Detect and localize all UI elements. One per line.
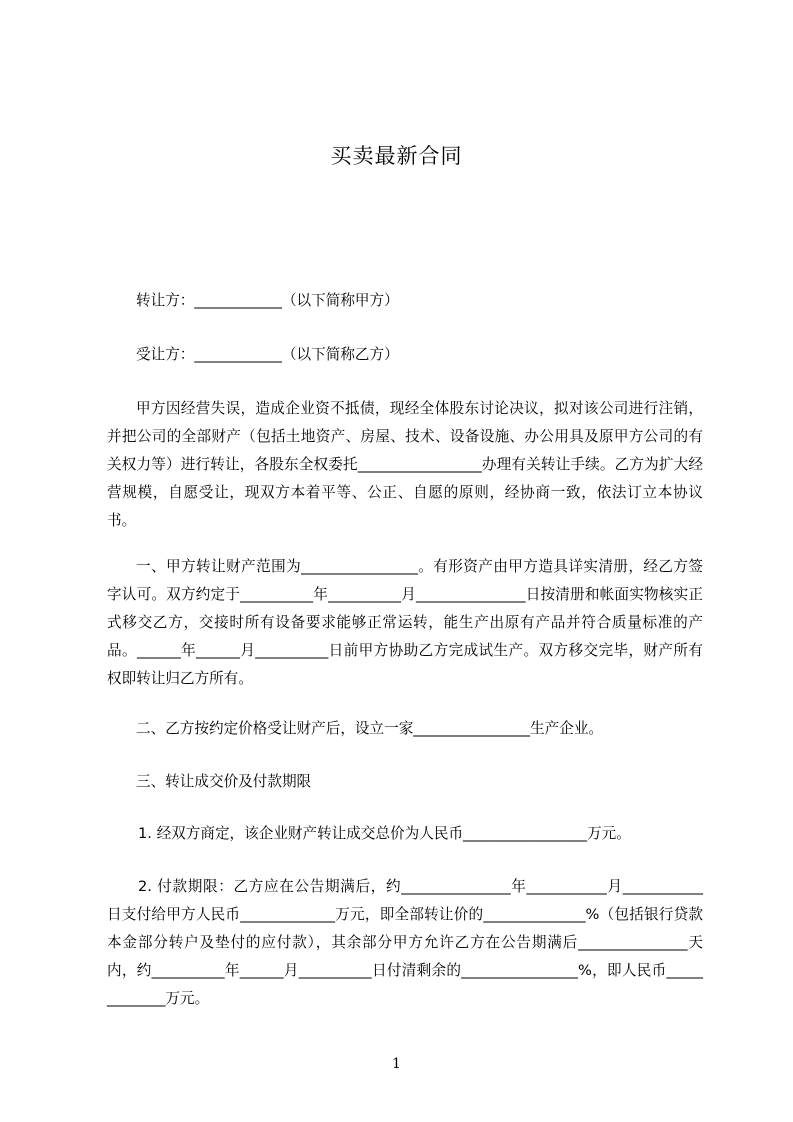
transferor-line: 转让方：____________（以下简称甲方）: [136, 292, 399, 309]
clause-2-paragraph: 二、乙方按约定价格受让财产后，设立一家________________生产企业。: [136, 720, 604, 737]
document-title: 买卖最新合同: [330, 144, 463, 168]
clause-1-paragraph: 一、甲方转让财产范围为________________。有形资产由甲方造具详实清册，经乙方签字认可。双方约定于__________年__________月_______________日按清册和帐面实物核实正式移交乙方，交接时所有设备要求能够正常运转，能生产出原有产品并符合质量标准的产品。______年______月__________日前甲方协助乙方完成试生产。双方移交完毕，财产所有权即转让归乙方所有。: [107, 558, 703, 687]
clause-3-heading: 三、转让成交价及付款期限: [136, 773, 312, 790]
preamble-paragraph: 甲方因经营失误，造成企业资不抵债，现经全体股东讨论决议，拟对该公司进行注销，并把公司的全部财产（包括土地资产、房屋、技术、设备设施、办公用具及原甲方公司的有关权力等）进行转让，各股东全权委托_________________办理有关转让手续。乙方为扩大经营规模，自愿受让，现双方本着平等、公正、自愿的原则，经协商一致，依法订立本协议书。: [107, 400, 703, 529]
page-number: 1: [392, 1056, 401, 1072]
clause-3-item-1: 1. 经双方商定，该企业财产转让成交总价为人民币_________________万元。: [138, 825, 631, 842]
clause-3-item-2: 2. 付款期限：乙方应在公告期满后，约_______________年___________月___________日支付给甲方人民币_____________万元，即全部转让价的______________%（包括银行贷款本金部分转户及垫付的应付款），其余部分甲方允许乙方在公告期满后_______________天内，约__________年______月__________日付清剩余的________________%，即人民币_____________万元。: [107, 878, 703, 1007]
transferee-line: 受让方：____________（以下简称乙方）: [136, 346, 399, 363]
